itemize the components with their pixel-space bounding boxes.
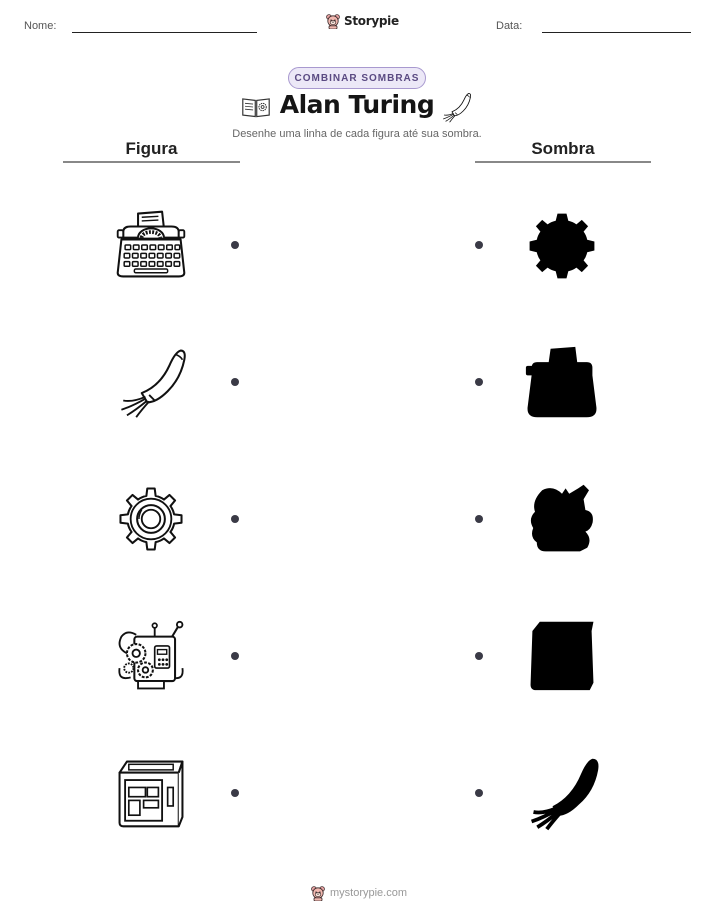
typewriter-icon	[114, 208, 188, 282]
left-dot-2[interactable]	[231, 378, 239, 386]
right-dot-1[interactable]	[475, 241, 483, 249]
left-dot-3[interactable]	[231, 515, 239, 523]
storypie-bear-icon	[325, 13, 341, 29]
fiber-cable-decor-icon	[440, 91, 472, 123]
brand-name: Storypie	[344, 14, 399, 28]
name-label: Nome:	[24, 20, 57, 32]
footer-url[interactable]: mystorypie.com	[330, 887, 408, 899]
typewriter-shadow	[524, 345, 600, 421]
column-underline-left	[63, 161, 240, 163]
right-dot-2[interactable]	[475, 378, 483, 386]
left-dot-4[interactable]	[231, 652, 239, 660]
right-dot-4[interactable]	[475, 652, 483, 660]
storypie-bear-icon	[310, 885, 326, 901]
brand-logo	[325, 13, 399, 29]
computer-box-shadow	[524, 618, 600, 692]
fiber-cable-icon	[114, 345, 188, 419]
date-line[interactable]	[542, 32, 691, 33]
gear-icon	[114, 482, 188, 556]
enigma-machine-shadow	[526, 482, 598, 556]
footer	[310, 885, 407, 901]
fiber-cable-shadow	[524, 755, 600, 831]
left-dot-5[interactable]	[231, 789, 239, 797]
right-dot-3[interactable]	[475, 515, 483, 523]
computer-box-icon	[114, 756, 188, 830]
right-dot-5[interactable]	[475, 789, 483, 797]
enigma-machine-icon	[114, 620, 188, 694]
column-header-figura: Figura	[125, 139, 178, 158]
date-label: Data:	[496, 20, 523, 32]
instructions: Desenhe uma linha de cada figura até sua sombra.	[232, 128, 482, 140]
left-dot-1[interactable]	[231, 241, 239, 249]
column-underline-right	[475, 161, 651, 163]
name-line[interactable]	[72, 32, 257, 33]
gear-shadow	[526, 210, 598, 282]
page-title: Alan Turing	[279, 90, 435, 119]
column-header-sombra: Sombra	[531, 139, 595, 158]
activity-badge: COMBINAR SOMBRAS	[288, 67, 426, 89]
